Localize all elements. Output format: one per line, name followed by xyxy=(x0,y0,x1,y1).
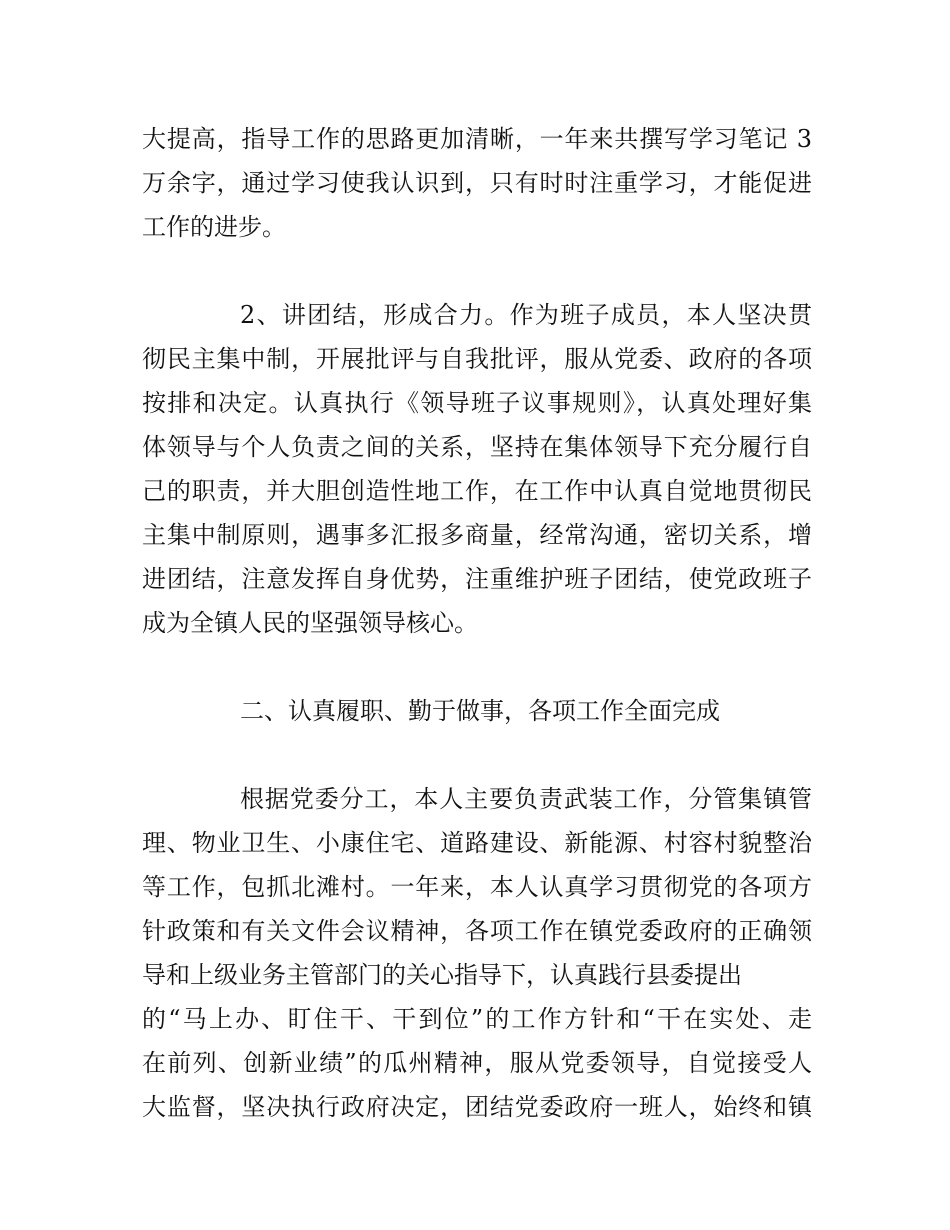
paragraph-line: 根据党委分工，本人主要负责武装工作，分管集镇管 xyxy=(240,785,812,813)
paragraph-line: 主集中制原则，遇事多汇报多商量，经常沟通，密切关系，增 xyxy=(142,521,812,549)
paragraph-line: 在前列、创新业绩”的瓜州精神，服从党委领导，自觉接受人 xyxy=(142,1049,812,1077)
paragraph-line: 的“马上办、盯住干、干到位”的工作方针和“干在实处、走 xyxy=(142,1005,812,1033)
paragraph-line: 2、讲团结，形成合力。作为班子成员，本人坚决贯 xyxy=(240,301,812,329)
paragraph-line: 彻民主集中制，开展批评与自我批评，服从党委、政府的各项 xyxy=(142,345,812,373)
paragraph-line: 等工作，包抓北滩村。一年来，本人认真学习贯彻党的各项方 xyxy=(142,873,812,901)
paragraph-line: 针政策和有关文件会议精神，各项工作在镇党委政府的正确领 xyxy=(142,917,812,945)
paragraph-line: 万余字，通过学习使我认识到，只有时时注重学习，才能促进 xyxy=(142,169,812,197)
paragraph-line: 成为全镇人民的坚强领导核心。 xyxy=(142,609,478,637)
section-heading: 二、认真履职、勤于做事，各项工作全面完成 xyxy=(240,697,720,725)
paragraph-line: 按排和决定。认真执行《领导班子议事规则》，认真处理好集 xyxy=(142,389,812,417)
paragraph-line: 理、物业卫生、小康住宅、道路建设、新能源、村容村貌整治 xyxy=(142,829,812,857)
paragraph-line: 体领导与个人负责之间的关系，坚持在集体领导下充分履行自 xyxy=(142,433,812,461)
paragraph-line: 己的职责，并大胆创造性地工作，在工作中认真自觉地贯彻民 xyxy=(142,477,812,505)
paragraph-line: 导和上级业务主管部门的关心指导下，认真践行县委提出 xyxy=(142,961,742,989)
paragraph-line: 进团结，注意发挥自身优势，注重维护班子团结，使党政班子 xyxy=(142,565,812,593)
paragraph-line: 大监督，坚决执行政府决定，团结党委政府一班人，始终和镇 xyxy=(142,1093,812,1121)
paragraph-line: 工作的进步。 xyxy=(142,213,286,241)
paragraph-line: 大提高，指导工作的思路更加清晰，一年来共撰写学习笔记 3 xyxy=(142,125,812,153)
